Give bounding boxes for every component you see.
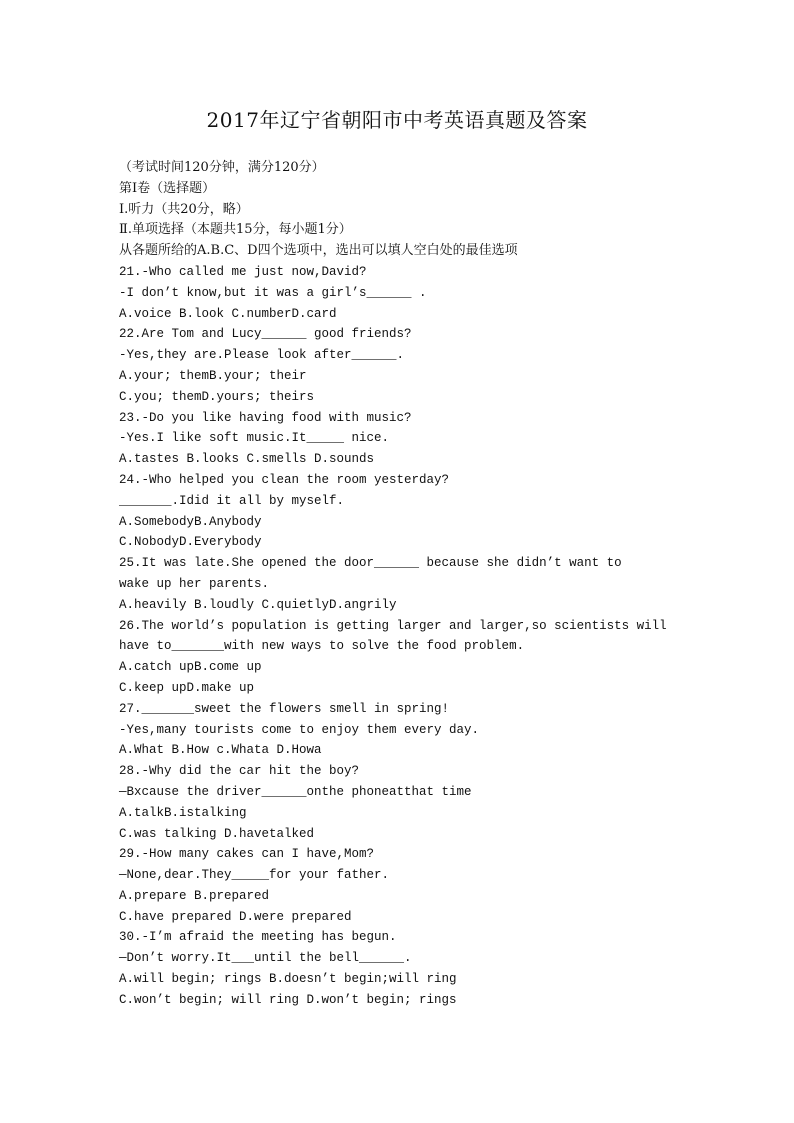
options-line: A.your; themB.your; their: [119, 368, 307, 383]
options-line: A.What B.How c.Whata D.Howa: [119, 743, 322, 758]
options-line: C.was talking D.havetalked: [119, 826, 315, 841]
options-line: C.keep upD.make up: [119, 680, 255, 695]
options-line: A.will begin; rings B.doesn’t begin;will ring: [119, 972, 457, 987]
question-line: 26.The world’s population is getting larger and larger,so scientists will: [119, 618, 667, 633]
exam-info: （考试时间120分钟，满分120分）: [119, 160, 325, 175]
question-line: 29.-How many cakes can I have,Mom?: [119, 847, 375, 862]
document-body: [119, 158, 719, 1011]
question-line: 25.It was late.She opened the door______ because she didn’t want to: [119, 556, 622, 571]
question-line: -Yes.I like soft music.It_____ nice.: [119, 431, 390, 446]
question-line: wake up her parents.: [119, 576, 270, 591]
options-line: C.have prepared D.were prepared: [119, 909, 352, 924]
question-line: have to_______with new ways to solve the food problem.: [119, 639, 525, 654]
question-line: —Bxcause the driver______onthe phoneatthat time: [119, 784, 472, 799]
question-line: 30.-I’m afraid the meeting has begun.: [119, 930, 397, 945]
question-line: 21.-Who called me just now,David?: [119, 264, 367, 279]
question-line: 28.-Why did the car hit the boy?: [119, 764, 360, 779]
question-line: -Yes,many tourists come to enjoy them every day.: [119, 722, 480, 737]
question-line: -Yes,they are.Please look after______.: [119, 348, 405, 363]
options-line: C.won’t begin; will ring D.won’t begin; rings: [119, 992, 457, 1007]
options-line: A.prepare B.prepared: [119, 888, 270, 903]
instruction-text: 从各题所给的A.B.C、D四个选项中，选出可以填人空白处的最佳选项: [119, 243, 518, 259]
question-line: 24.-Who helped you clean the room yesterday?: [119, 472, 450, 487]
question-line: -I don’t know,but it was a girl’s______ .: [119, 285, 427, 300]
options-line: A.catch upB.come up: [119, 660, 262, 675]
options-line: A.voice B.look C.numberD.card: [119, 306, 337, 321]
question-line: _______.Idid it all by myself.: [119, 493, 345, 508]
options-line: A.heavily B.loudly C.quietlyD.angrily: [119, 597, 397, 612]
question-line: 22.Are Tom and Lucy______ good friends?: [119, 327, 412, 342]
options-line: C.you; themD.yours; theirs: [119, 389, 315, 404]
question-line: 27._______sweet the flowers smell in spring!: [119, 701, 450, 716]
question-line: —None,dear.They_____for your father.: [119, 868, 390, 883]
document-title: 2017年辽宁省朝阳市中考英语真题及答案: [206, 108, 588, 132]
options-line: A.talkB.istalking: [119, 805, 247, 820]
part-heading-listening: I.听力（共20分，略）: [119, 201, 249, 217]
question-line: —Don’t worry.It___until the bell______.: [119, 951, 412, 966]
part-heading-choice: Ⅱ.单项选择（本题共15分，每小题1分）: [119, 222, 352, 238]
options-line: C.NobodyD.Everybody: [119, 535, 262, 550]
question-line: 23.-Do you like having food with music?: [119, 410, 412, 425]
options-line: A.SomebodyB.Anybody: [119, 514, 262, 529]
section-heading: 第I卷（选择题）: [119, 180, 216, 196]
options-line: A.tastes B.looks C.smells D.sounds: [119, 452, 375, 467]
